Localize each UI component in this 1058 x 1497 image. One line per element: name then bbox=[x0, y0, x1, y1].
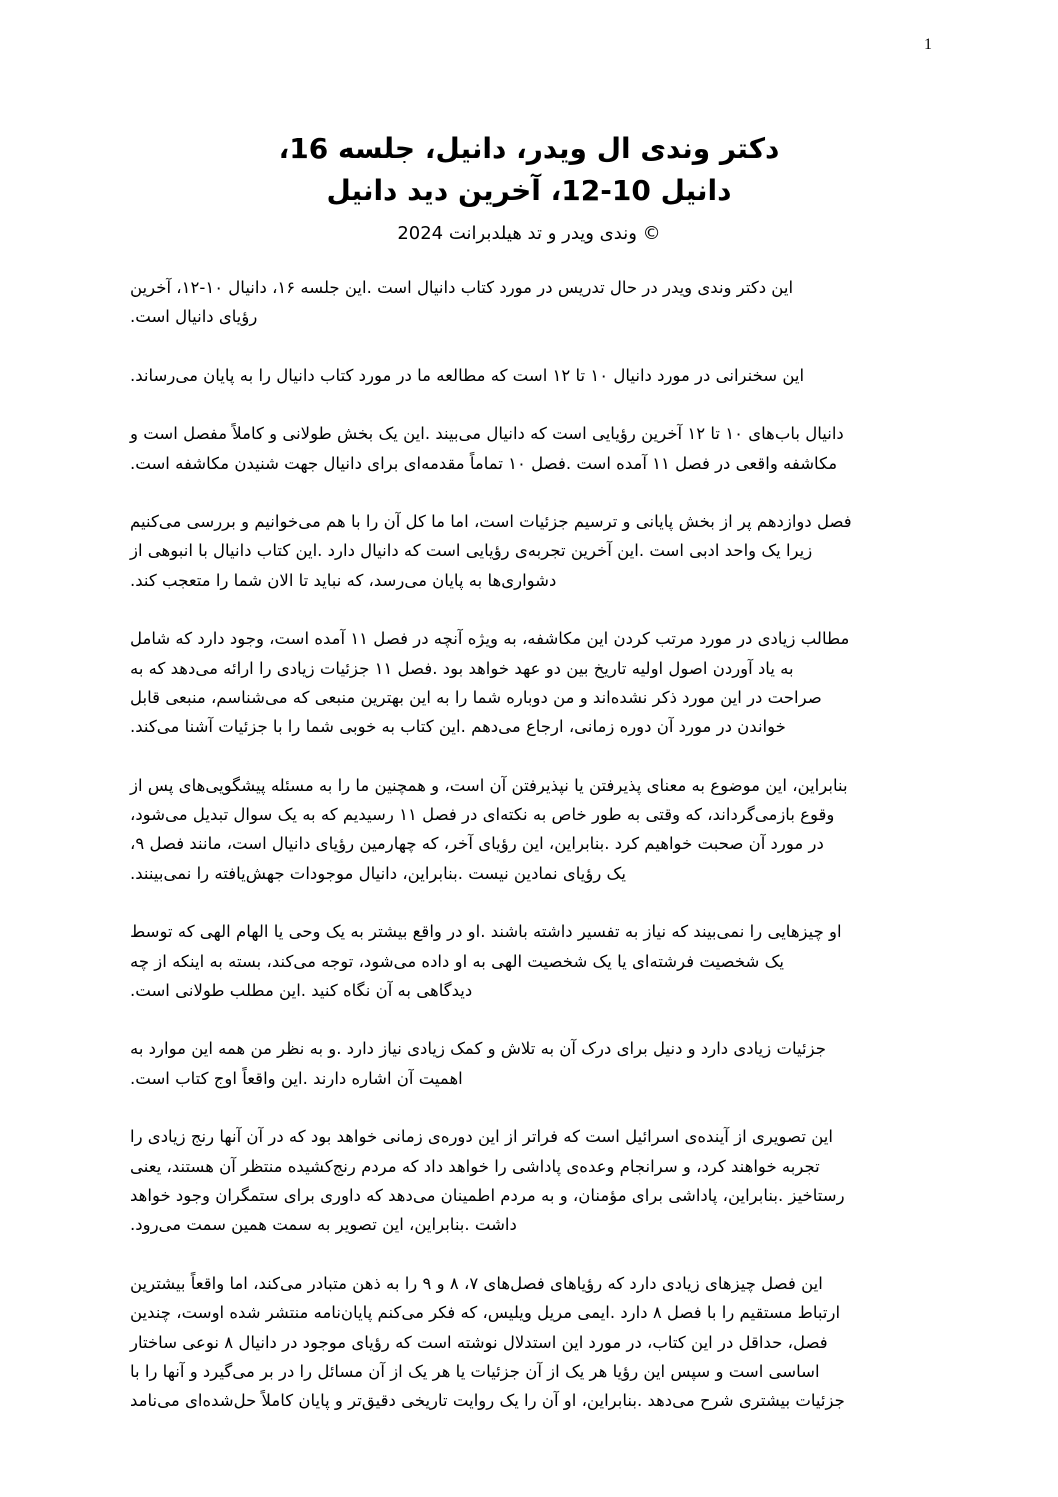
copyright-subtitle: وندی ویدر و تد هیلدبرانت 2024 © bbox=[397, 223, 661, 244]
paragraph-line: صراحت در این مورد ذکر نشده‌اند و من دوباره شما را به این بهترین منبعی که می‌شناسم، منبعی قابل bbox=[130, 687, 822, 707]
paragraph-line: رستاخیز .بنابراین، پاداشی برای مؤمنان، و به مردم اطمینان می‌دهد که داوری برای ستمگران وجود خواهد bbox=[130, 1185, 845, 1205]
paragraph-line: تجربه خواهند کرد، و سرانجام وعده‌ی پاداشی را خواهد داد که مردم رنج‌کشیده منتظر آن هستند، یعنی bbox=[130, 1156, 820, 1176]
paragraph-line: ،در مورد آن صحبت خواهیم کرد .بنابراین، این رؤیای آخر، که چهارمین رؤیای دانیال است، مانند فصل ۹ bbox=[130, 834, 824, 854]
paragraph-line: این تصویری از آینده‌ی اسرائیل است که فراتر از این دوره‌ی زمانی خواهد بود که در آن آنها رنج زیادی را bbox=[130, 1127, 833, 1147]
document-body bbox=[130, 273, 920, 1445]
paragraph-line: ،وقوع بازمی‌گرداند، که وقتی به طور خاص به نکته‌ای در فصل ۱۱ رسیدیم که به یک سوال تبدیل می‌شود bbox=[130, 805, 835, 825]
paragraph bbox=[130, 917, 920, 1005]
paragraph bbox=[130, 273, 920, 332]
page-number: 1 bbox=[924, 36, 932, 53]
paragraph-line: .یک رؤیای نمادین نیست .بنابراین، دانیال موجودات جهش‌یافته را نمی‌بینند bbox=[130, 863, 626, 883]
paragraph-line: این فصل چیزهای زیادی دارد که رؤیاهای فصل‌های ۷، ۸ و ۹ را به ذهن متبادر می‌کند، اما واقعاً بیشترین bbox=[130, 1273, 823, 1293]
paragraph-line: فصل دوازدهم پر از بخش پایانی و ترسیم جزئیات است، اما ما کل آن را با هم می‌خوانیم و بررسی می‌کنیم bbox=[130, 511, 852, 531]
paragraph bbox=[130, 419, 920, 478]
paragraph-line: .دیدگاهی به آن نگاه کنید .این مطلب طولانی است bbox=[130, 981, 473, 1001]
paragraph bbox=[130, 1034, 920, 1093]
paragraph-line: دانیال باب‌های ۱۰ تا ۱۲ آخرین رؤیایی است که دانیال می‌بیند .این یک بخش طولانی و کاملاً مفصل است و bbox=[130, 424, 844, 444]
paragraph bbox=[130, 1122, 920, 1240]
paragraph-line: فصل، حداقل در این کتاب، در مورد این استدلال نوشته است که رؤیای موجود در دانیال ۸ نوعی ساختار bbox=[130, 1332, 828, 1352]
paragraph bbox=[130, 361, 920, 390]
paragraph-line: بنابراین، این موضوع به معنای پذیرفتن یا نپذیرفتن آن است، و همچنین ما را به مسئله پیشگویی‌های پس از bbox=[130, 775, 848, 795]
paragraph-line: جزئیات بیشتری شرح می‌دهد .بنابراین، او آن را یک روایت تاریخی دقیق‌تر و پایان کاملاً حل‌شده‌ای می‌نامد bbox=[130, 1391, 845, 1411]
paragraph-line: زیرا یک واحد ادبی است .این آخرین تجربه‌ی رؤیایی است که دانیال دارد .این کتاب دانیال با انبوهی از bbox=[130, 541, 813, 561]
paragraph-line: جزئیات زیادی دارد و دنیل برای درک آن به تلاش و کمک زیادی نیاز دارد .و به نظر من همه این موارد به bbox=[130, 1039, 826, 1059]
paragraph-line: او چیزهایی را نمی‌بیند که نیاز به تفسیر داشته باشند .او در واقع بیشتر به یک وحی یا الهام الهی که توسط bbox=[130, 922, 842, 942]
paragraph-line: اساسی است و سپس این رؤیا هر یک از آن جزئیات یا هر یک از آن مسائل را در بر می‌گیرد و آنها را با bbox=[130, 1361, 820, 1381]
document-title-line-2: دانیل 10-12، آخرین دید دانیل bbox=[326, 174, 732, 207]
paragraph-line: این دکتر وندی ویدر در حال تدریس در مورد کتاب دانیال است .این جلسه ۱۶، دانیال ۱۰-۱۲، آخرین bbox=[130, 278, 794, 297]
paragraph bbox=[130, 771, 920, 889]
paragraph-line: .مکاشفه واقعی در فصل ۱۱ آمده است .فصل ۱۰ تماماً مقدمه‌ای برای دانیال جهت شنیدن مکاشفه است bbox=[130, 453, 838, 473]
paragraph-line: .رؤیای دانیال است bbox=[130, 307, 258, 327]
paragraph-line: یک شخصیت فرشته‌ای یا یک شخصیت الهی به او داده می‌شود، توجه می‌کند، بسته به اینکه از چه bbox=[130, 951, 784, 971]
paragraph bbox=[130, 624, 920, 742]
paragraph-line: به یاد آوردن اصول اولیه تاریخ بین دو عهد خواهد بود .فصل ۱۱ جزئیات زیادی را ارائه می‌دهد که به bbox=[130, 658, 794, 678]
paragraph bbox=[130, 1269, 920, 1416]
paragraph-line: .این سخنرانی در مورد دانیال ۱۰ تا ۱۲ است که مطالعه ما در مورد کتاب دانیال را به پایان می‌رساند bbox=[130, 365, 805, 385]
paragraph-line: مطالب زیادی در مورد مرتب کردن این مکاشفه، به ویژه آنچه در فصل ۱۱ آمده است، وجود دارد که شامل bbox=[130, 629, 850, 649]
document-title-line-1: ،دکتر وندی ال ویدر، دانیل، جلسه 16 bbox=[278, 132, 780, 165]
paragraph bbox=[130, 507, 920, 595]
paragraph-line: .اهمیت آن اشاره دارند .این واقعاً اوج کتاب است bbox=[130, 1068, 463, 1088]
paragraph-line: .داشت .بنابراین، این تصویر به سمت همین سمت می‌رود bbox=[130, 1215, 517, 1235]
paragraph-line: .خواندن در مورد آن دوره زمانی، ارجاع می‌دهم .این کتاب به خوبی شما را با جزئیات آشنا می‌کند bbox=[130, 717, 786, 737]
paragraph-line: ارتباط مستقیم را با فصل ۸ دارد .ایمی مریل ویلیس، که فکر می‌کنم پایان‌نامه منتشر شده اوست، چندین bbox=[130, 1303, 841, 1323]
paragraph-line: .دشواری‌ها به پایان می‌رسد، که نباید تا الان شما را متعجب کند bbox=[130, 570, 557, 590]
